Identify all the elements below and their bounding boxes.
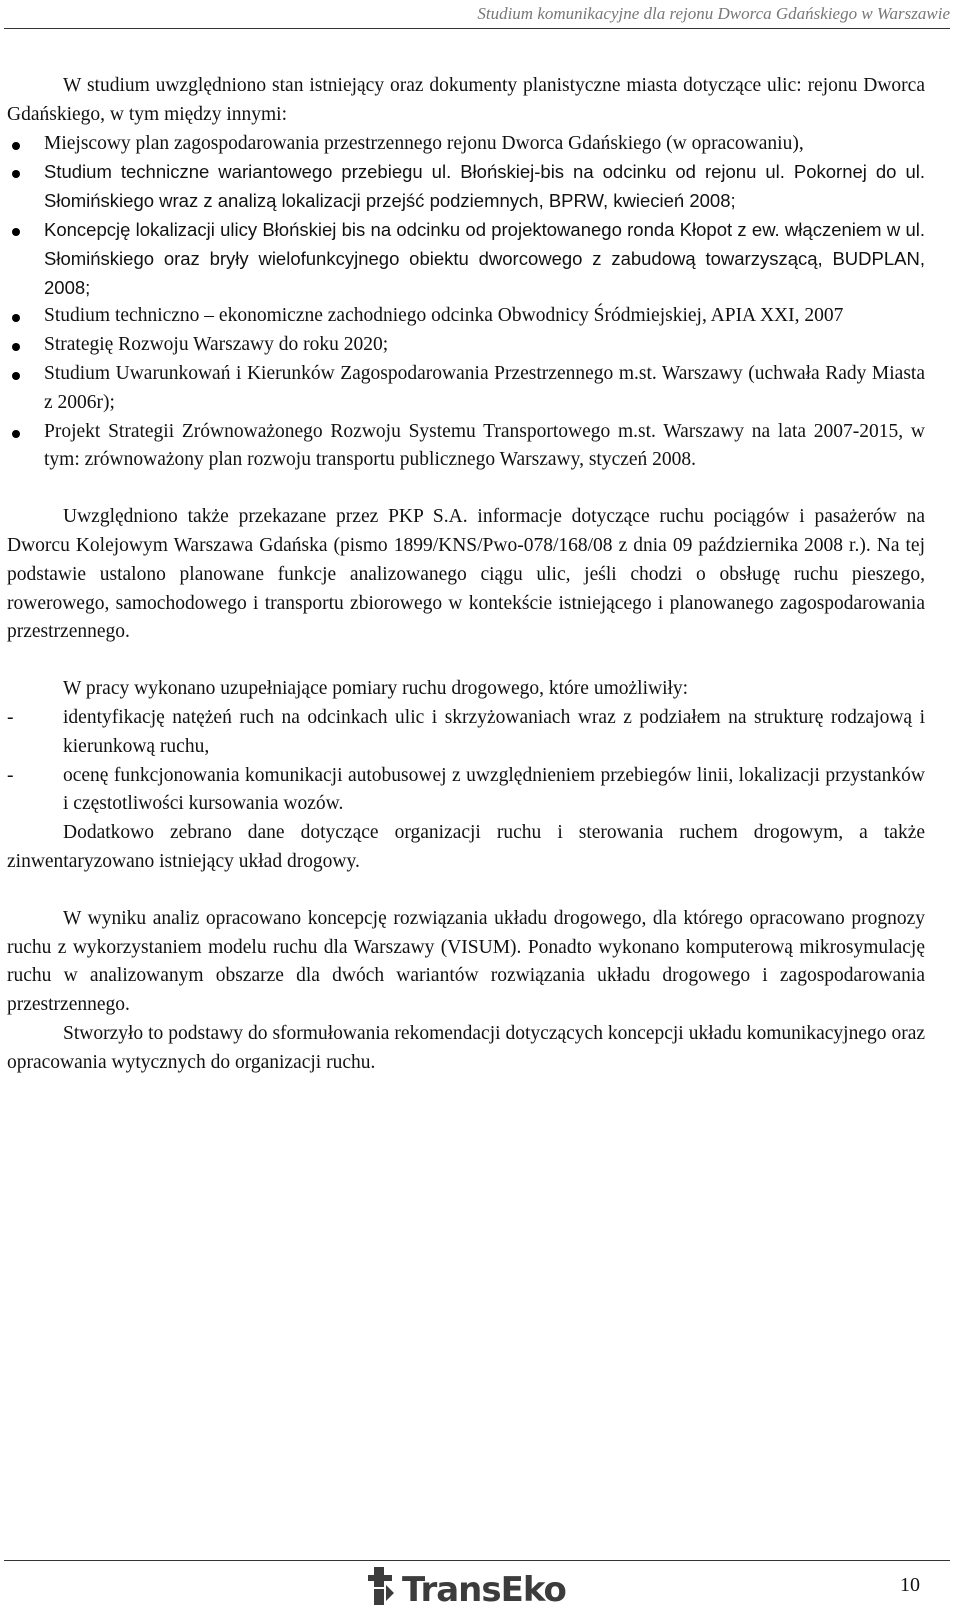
list-item: Studium techniczne wariantowego przebiegu ul. Błońskiej-bis na odcinku od rejonu ul. Pokornej do ul. Słomińskiego wraz z analizą lokalizacji przejść podziemnych, BPRW, kwiecień 2008; [7, 158, 925, 216]
list-item: Strategię Rozwoju Warszawy do roku 2020; [7, 331, 925, 360]
list-item: Projekt Strategii Zrównoważonego Rozwoju Systemu Transportowego m.st. Warszawy na lata 2007-2015, w tym: zrównoważony plan rozwoju transportu publicznego Warszawy, styczeń 2008. [7, 418, 925, 476]
intro-lead: W studium uwzględniono stan istniejący oraz dokumenty planistyczne miasta dotyczące ulic: rejonu Dworca Gdańskiego, w tym między innymi: [7, 75, 925, 125]
measurements-list [7, 704, 925, 819]
list-item: Studium techniczno – ekonomiczne zachodniego odcinka Obwodnicy Śródmiejskiej, APIA XXI, 2007 [7, 302, 925, 331]
bullet-icon [12, 142, 20, 150]
footer-rule [4, 1560, 950, 1561]
bullet-icon [12, 372, 20, 380]
transeko-logo [368, 1563, 578, 1609]
bullet-icon [12, 170, 20, 178]
conclusion-paragraph: W wyniku analiz opracowano koncepcję rozwiązania układu drogowego, dla którego opracowano prognozy ruchu z wykorzystaniem modelu ruchu dla Warszawy (VISUM). Ponadto wykonano komputerową mikrosymulację ruchu w analizowanym obszarze dla dwóch wariantów rozwiązania układu drogowego i zagospodarowania przestrzennego. [7, 907, 925, 1016]
measurements-lead: W pracy wykonano uzupełniające pomiary ruchu drogowego, które umożliwiły: [63, 678, 689, 700]
page-number: 10 [900, 1574, 920, 1596]
planning-documents-list [7, 130, 925, 476]
paragraph-pkp: Uwzględniono także przekazane przez PKP S.A. informacje dotyczące ruchu pociągów i pasażerów na Dworcu Kolejowym Warszawa Gdańska (pismo 1899/KNS/Pwo-078/168/08 z dnia 09 października 2008 r.). Na tej podstawie ustalono planowane funkcje analizowanego ciągu ulic, jeśli chodzi o obsługę ruchu pieszego, rowerowego, samochodowego i transportu zbiorowego w kontekście istniejącego i planowanego zagospodarowania przestrzennego. [7, 506, 925, 643]
document-body [7, 72, 925, 1078]
header-rule [4, 28, 950, 29]
list-item: Koncepcję lokalizacji ulicy Błońskiej bis na odcinku od projektowanego ronda Kłopot z ew. włączeniem w ul. Słomińskiego oraz bryły wielofunkcyjnego obiektu dworcowego z zabudową towarzyszącą, BUDPLAN, 2008; [7, 216, 925, 302]
bullet-icon [12, 228, 20, 236]
list-item: - ocenę funkcjonowania komunikacji autobusowej z uwzględnieniem przebiegów linii, lokalizacji przystanków i częstotliwości kursowania wozów. [7, 764, 925, 815]
spacer [7, 475, 925, 503]
bullet-icon [12, 343, 20, 351]
spacer [7, 877, 925, 905]
additional-data-paragraph: Dodatkowo zebrano dane dotyczące organizacji ruchu i sterowania ruchem drogowym, a także zinwentaryzowano istniejący układ drogowy. [7, 822, 925, 872]
running-header: Studium komunikacyjne dla rejonu Dworca Gdańskiego w Warszawie [477, 4, 950, 23]
bullet-icon [12, 430, 20, 438]
spacer [7, 647, 925, 675]
list-item: Miejscowy plan zagospodarowania przestrzennego rejonu Dworca Gdańskiego (w opracowaniu), [7, 130, 925, 159]
bullet-icon [12, 314, 20, 322]
recommendation-paragraph: Stworzyło to podstawy do sformułowania rekomendacji dotyczących koncepcji układu komunikacyjnego oraz opracowania wytycznych do organizacji ruchu. [7, 1022, 925, 1073]
svg-text:TransEko: TransEko [402, 1570, 566, 1609]
list-item: - identyfikację natężeń ruch na odcinkach ulic i skrzyżowaniach wraz z podziałem na strukturę rodzajową i kierunkową ruchu, [7, 706, 925, 757]
list-item: Studium Uwarunkowań i Kierunków Zagospodarowania Przestrzennego m.st. Warszawy (uchwała Rady Miasta z 2006r); [7, 360, 925, 418]
